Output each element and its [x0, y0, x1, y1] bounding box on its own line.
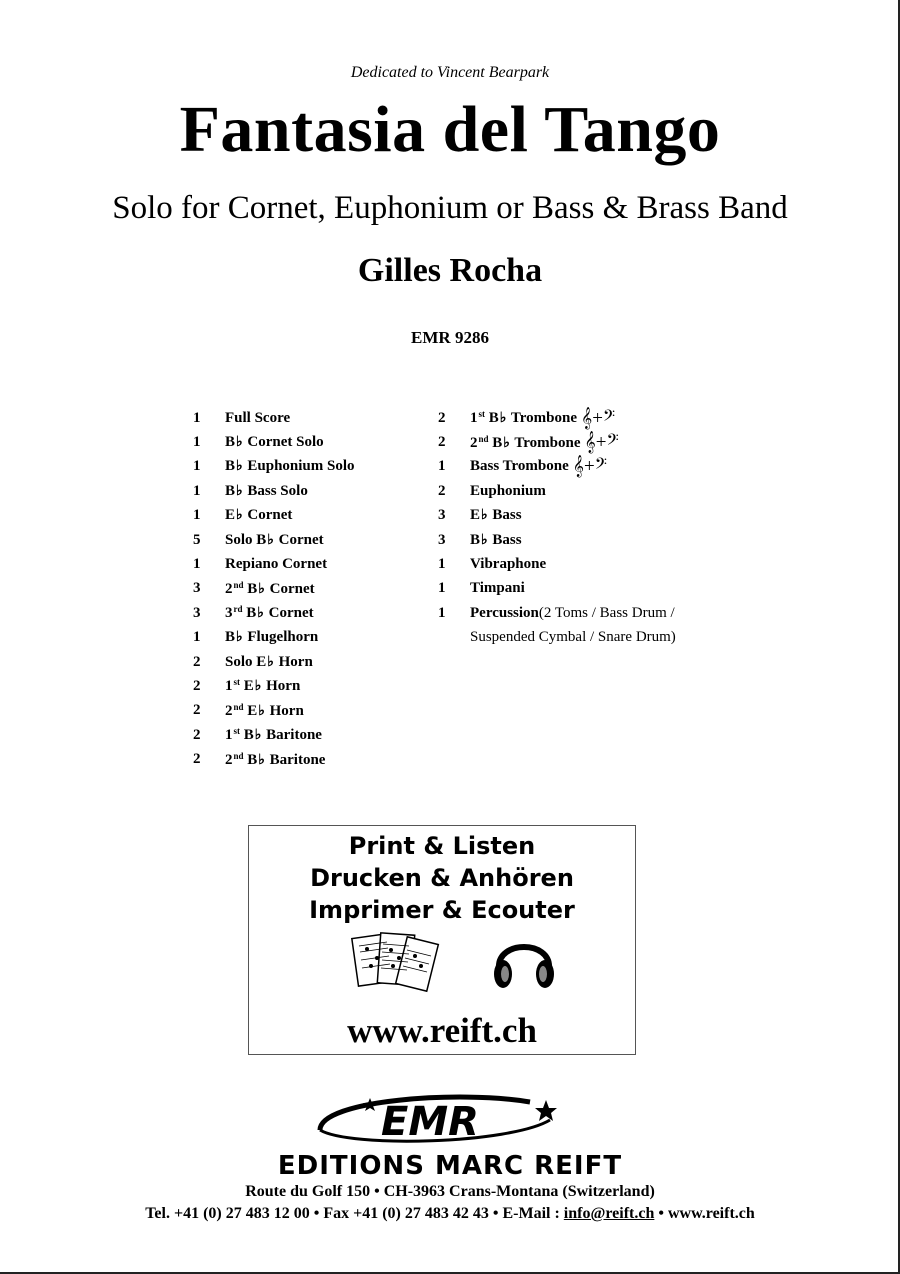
- instrument-name: Horn: [266, 678, 301, 695]
- flat-sign: ♭: [258, 581, 265, 597]
- part-name: [470, 507, 522, 524]
- part-quantity: 1: [438, 458, 446, 475]
- instrument-name: Cornet: [278, 531, 324, 548]
- promo-line-3: Imprimer & Ecouter: [309, 896, 575, 924]
- flat-sign: ♭: [254, 728, 262, 744]
- part-name: [225, 507, 292, 524]
- part-row: [193, 552, 355, 576]
- instrument-name: Bass: [492, 507, 522, 524]
- instrument-name: Full Score: [225, 409, 291, 426]
- flat-sign: ♭: [499, 411, 507, 427]
- key-letter: B: [246, 605, 257, 622]
- promo-url[interactable]: www.reift.ch: [347, 1011, 537, 1050]
- key-letter: B: [243, 727, 254, 744]
- instrument-name: Bass: [492, 531, 522, 548]
- instrument-name: Vibraphone: [470, 556, 547, 573]
- part-quantity: 2: [193, 653, 201, 670]
- part-name: [470, 532, 522, 549]
- headphones-icon: [489, 928, 559, 994]
- promo-line-1: Print & Listen: [348, 832, 536, 860]
- flat-sign: ♭: [236, 483, 243, 499]
- part-row: [193, 430, 355, 454]
- part-row: [193, 406, 355, 430]
- key-letter: E: [247, 702, 258, 719]
- part-row: [193, 723, 355, 747]
- part-name: [225, 483, 308, 500]
- clef-icons: 𝄞+𝄢: [572, 456, 607, 478]
- clef-icons: 𝄞+𝄢: [584, 432, 619, 454]
- part-ordinal: 1: [225, 727, 233, 744]
- ordinal-suffix: rd: [233, 604, 243, 615]
- part-row: [193, 528, 355, 552]
- part-quantity: 1: [193, 482, 201, 499]
- flat-sign: ♭: [236, 459, 243, 475]
- emr-logo: [310, 1090, 590, 1150]
- part-name: [225, 604, 314, 622]
- part-row: [438, 504, 676, 528]
- part-name: [470, 483, 546, 500]
- instrument-name: Horn: [278, 653, 313, 670]
- clef-icons: 𝄞+𝄢: [580, 407, 616, 429]
- address: Route du Golf 150 • CH-3963 Crans-Montana (Switzerland): [245, 1183, 655, 1200]
- part-row: [438, 528, 676, 552]
- part-name: [225, 458, 355, 475]
- part-quantity: 5: [193, 531, 201, 548]
- key-letter: E: [243, 678, 254, 695]
- ordinal-suffix: nd: [233, 750, 244, 761]
- part-name: [470, 458, 569, 475]
- part-row: [193, 699, 355, 723]
- flat-sign: ♭: [236, 435, 243, 451]
- part-quantity: 1: [193, 434, 201, 451]
- svg-text:EMR: EMR: [381, 1099, 479, 1145]
- part-ordinal: 1: [225, 678, 233, 695]
- part-quantity: 1: [193, 629, 201, 646]
- ordinal-suffix: nd: [478, 433, 489, 444]
- part-quantity: 2: [438, 482, 446, 499]
- instrument-name: Cornet: [269, 580, 315, 597]
- instrument-name: Horn: [269, 702, 304, 719]
- ordinal-suffix: nd: [233, 579, 244, 590]
- part-ordinal: 2: [225, 751, 233, 768]
- part-name: [225, 751, 325, 769]
- part-row: [438, 406, 676, 430]
- instrument-name: Flugelhorn: [247, 629, 319, 646]
- part-quantity: 3: [193, 580, 201, 597]
- tel-fax: Tel. +41 (0) 27 483 12 00 • Fax +41 (0) 27 483 42 43 • E-Mail :: [145, 1205, 564, 1222]
- instrument-name: Cornet: [268, 605, 314, 622]
- part-quantity: 2: [193, 751, 201, 768]
- part-ordinal: Solo: [225, 653, 257, 670]
- flat-sign: ♭: [236, 630, 243, 646]
- part-ordinal: 2: [225, 702, 233, 719]
- web-address[interactable]: • www.reift.ch: [654, 1205, 755, 1222]
- part-ordinal: 3: [225, 605, 233, 622]
- flat-sign: ♭: [258, 752, 265, 768]
- flat-sign: ♭: [267, 532, 274, 548]
- key-letter: B: [492, 434, 503, 451]
- instrument-name: Repiano Cornet: [225, 556, 328, 573]
- part-name: [225, 677, 300, 695]
- part-quantity: 3: [438, 507, 446, 524]
- instrument-name: Trombone: [514, 434, 581, 451]
- part-name: [470, 434, 581, 452]
- composer: Gilles Rocha: [357, 252, 543, 289]
- key-letter: B: [225, 434, 236, 451]
- part-quantity: 1: [438, 604, 446, 621]
- part-row: [193, 479, 355, 503]
- part-name: [225, 580, 315, 598]
- part-quantity: 2: [438, 434, 446, 451]
- email-link[interactable]: info@reift.ch: [563, 1205, 655, 1222]
- part-quantity: 1: [438, 556, 446, 573]
- flat-sign: ♭: [481, 508, 488, 524]
- part-name: [225, 702, 304, 720]
- ordinal-suffix: st: [233, 677, 240, 688]
- key-letter: E: [256, 653, 267, 670]
- part-quantity: 2: [438, 409, 446, 426]
- part-quantity: 2: [193, 702, 201, 719]
- part-note: (2 Toms / Bass Drum /: [538, 604, 675, 621]
- part-name: [470, 605, 539, 622]
- part-row: [193, 577, 355, 601]
- key-letter: B: [225, 629, 236, 646]
- instrument-name: Cornet: [247, 507, 293, 524]
- sheet-music-icon: [349, 932, 441, 994]
- part-name: [225, 629, 318, 646]
- instrument-name: Percussion: [470, 604, 539, 621]
- instrument-name: Baritone: [266, 727, 322, 744]
- part-quantity: 1: [438, 580, 446, 597]
- subtitle: Solo for Cornet, Euphonium or Bass & Brass Band: [112, 190, 788, 226]
- part-quantity: 3: [438, 531, 446, 548]
- print-listen-box[interactable]: [248, 825, 636, 1055]
- instrument-name: Euphonium Solo: [247, 458, 355, 475]
- instrument-name: Bass Trombone: [470, 458, 569, 475]
- part-row: [438, 577, 676, 601]
- part-name: [225, 654, 313, 671]
- part-row: [193, 455, 355, 479]
- part-name: [470, 556, 546, 573]
- parts-list-left: [193, 406, 355, 772]
- instrument-name: Trombone: [510, 410, 577, 427]
- part-ordinal: 2: [470, 434, 478, 451]
- flat-sign: ♭: [481, 532, 488, 548]
- part-quantity: 1: [193, 556, 201, 573]
- key-letter: B: [225, 458, 236, 475]
- key-letter: B: [488, 410, 499, 427]
- part-name: [225, 726, 322, 744]
- part-name: [225, 434, 324, 451]
- part-row: [193, 626, 355, 650]
- part-name: [225, 532, 324, 549]
- part-name: [470, 580, 525, 597]
- part-name: [470, 409, 577, 427]
- part-ordinal: 1: [470, 410, 478, 427]
- key-letter: B: [256, 531, 267, 548]
- part-quantity: 3: [193, 604, 201, 621]
- promo-line-2: Drucken & Anhören: [310, 864, 574, 892]
- part-row: [438, 479, 676, 503]
- part-name: [225, 556, 327, 573]
- part-ordinal: 2: [225, 580, 233, 597]
- instrument-name: Bass Solo: [247, 482, 308, 499]
- key-letter: B: [247, 580, 258, 597]
- ordinal-suffix: st: [233, 726, 240, 737]
- part-quantity: 1: [193, 458, 201, 475]
- part-quantity: 2: [193, 726, 201, 743]
- instrument-name: Cornet Solo: [247, 434, 324, 451]
- instrument-name: Baritone: [269, 751, 326, 768]
- instrument-name: Euphonium: [470, 482, 546, 499]
- part-quantity: 1: [193, 409, 201, 426]
- flat-sign: ♭: [258, 703, 265, 719]
- part-row: [193, 601, 355, 625]
- key-letter: E: [225, 507, 236, 524]
- part-row: [438, 601, 676, 625]
- key-letter: B: [247, 751, 258, 768]
- flat-sign: ♭: [257, 606, 264, 622]
- part-note-continued: Suspended Cymbal / Snare Drum): [470, 629, 676, 646]
- part-row: [193, 674, 355, 698]
- key-letter: B: [225, 482, 236, 499]
- part-row: [193, 504, 355, 528]
- part-row: [438, 552, 676, 576]
- flat-sign: ♭: [254, 679, 262, 695]
- part-row: [193, 747, 355, 771]
- flat-sign: ♭: [236, 508, 243, 524]
- key-letter: E: [470, 507, 481, 524]
- parts-list-right: [438, 406, 676, 650]
- part-row: [193, 650, 355, 674]
- catalog-number: EMR 9286: [411, 328, 489, 347]
- instrument-name: Timpani: [470, 580, 525, 597]
- contact-line: [0, 1205, 900, 1223]
- part-row: [438, 430, 676, 454]
- part-quantity: 2: [193, 677, 201, 694]
- part-ordinal: Solo: [225, 531, 257, 548]
- flat-sign: ♭: [503, 435, 510, 451]
- part-name: [225, 410, 290, 427]
- ordinal-suffix: nd: [233, 701, 244, 712]
- key-letter: B: [470, 531, 481, 548]
- page-title: Fantasia del Tango: [179, 93, 721, 166]
- part-row: [438, 455, 676, 479]
- flat-sign: ♭: [267, 654, 274, 670]
- part-quantity: 1: [193, 507, 201, 524]
- publisher-name: EDITIONS MARC REIFT: [277, 1151, 623, 1181]
- ordinal-suffix: st: [478, 409, 485, 420]
- dedication: Dedicated to Vincent Bearpark: [350, 64, 550, 81]
